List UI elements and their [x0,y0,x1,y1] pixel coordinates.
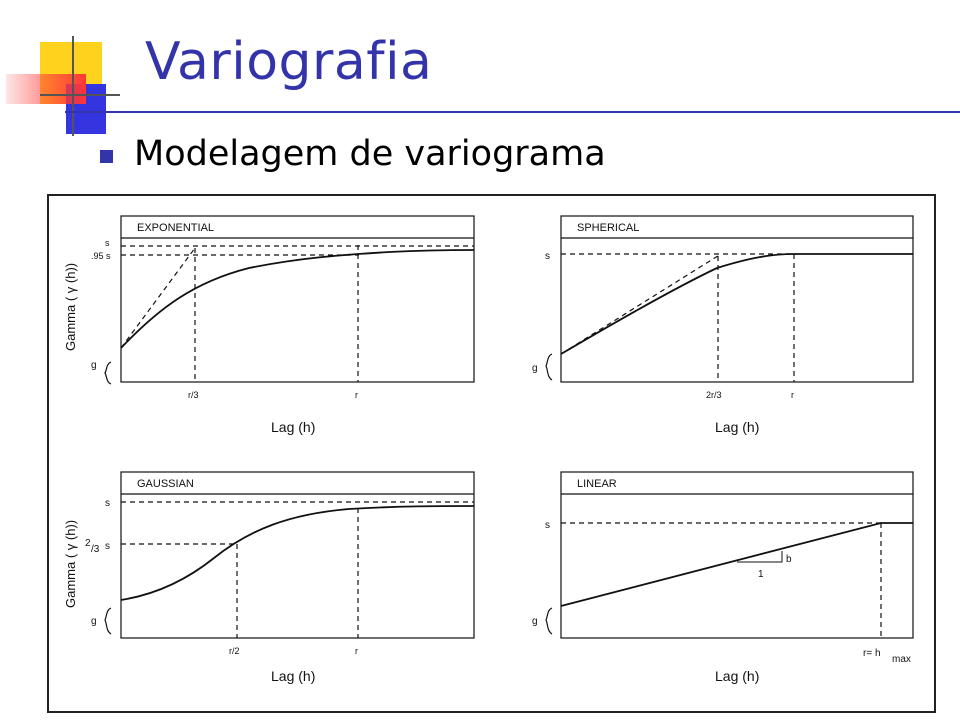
sph-xlabel: Lag (h) [715,419,760,435]
variogram-figure [47,194,936,713]
gau-curve [121,506,474,600]
exp-nugget-brace [105,362,111,384]
exp-tick-g: g [91,360,97,371]
gau-panel-label: GAUSSIAN [137,478,194,490]
sph-curve [561,254,913,354]
panel-gaussian [105,472,474,638]
gau-frame [121,472,474,638]
exp-panel-label: EXPONENTIAL [137,222,215,234]
lin-frame [561,472,913,638]
lin-slope-triangle [737,551,782,562]
gau-tick-s: s [105,498,110,509]
gau-nugget-brace [105,608,111,634]
exp-frame [121,216,474,382]
sph-nugget-brace [546,354,552,380]
lin-tick-s: s [545,520,550,531]
exp-tick-r: r [355,390,358,400]
gau-ylabel: Gamma ( γ (h)) [63,519,78,608]
lin-panel-label: LINEAR [577,478,617,490]
lin-slope-1: 1 [758,569,764,580]
slide-title: Variografia [145,32,433,92]
gau-tick-g: g [91,616,97,627]
exp-tangent [121,248,195,348]
gau-xlabel: Lag (h) [271,668,316,684]
sph-panel-label: SPHERICAL [577,222,640,234]
lin-tick-g: g [532,616,538,627]
panel-spherical [546,216,913,382]
sph-frame [561,216,913,382]
variogram-svg [49,196,934,711]
lin-nugget-brace [546,608,552,634]
exp-xlabel: Lag (h) [271,419,316,435]
lin-xlabel: Lag (h) [715,668,760,684]
corner-horizontal-line [40,94,120,96]
exp-tick-r3: r/3 [188,390,199,400]
bullet-square [100,150,113,163]
gau-tick-23-num: 2 [85,538,91,549]
sph-tick-s: s [545,251,550,262]
lin-curve [561,523,913,606]
gau-tick-23-s: s [105,541,110,552]
corner-red-bar [6,74,86,104]
panel-exponential [105,216,474,384]
lin-slope-b: b [786,554,792,565]
sph-tick-g: g [532,363,538,374]
bullet-text: Modelagem de variograma [134,134,606,174]
exp-tick-95s: .95 s [91,251,111,261]
gau-tick-23-den: /3 [91,544,100,555]
panel-linear [546,472,913,638]
exp-ylabel: Gamma ( γ (h)) [63,262,78,351]
sph-tangent [561,254,721,354]
sph-tick-r: r [791,390,794,400]
lin-tick-rh: r= h [863,648,881,659]
gau-tick-r2: r/2 [229,646,240,656]
title-underline [65,111,960,113]
sph-tick-23r: 2r/3 [706,390,722,400]
lin-tick-max: max [892,654,911,665]
gau-tick-r: r [355,646,358,656]
exp-curve [121,250,474,348]
corner-vertical-line [72,36,74,136]
exp-tick-s: s [105,238,110,248]
